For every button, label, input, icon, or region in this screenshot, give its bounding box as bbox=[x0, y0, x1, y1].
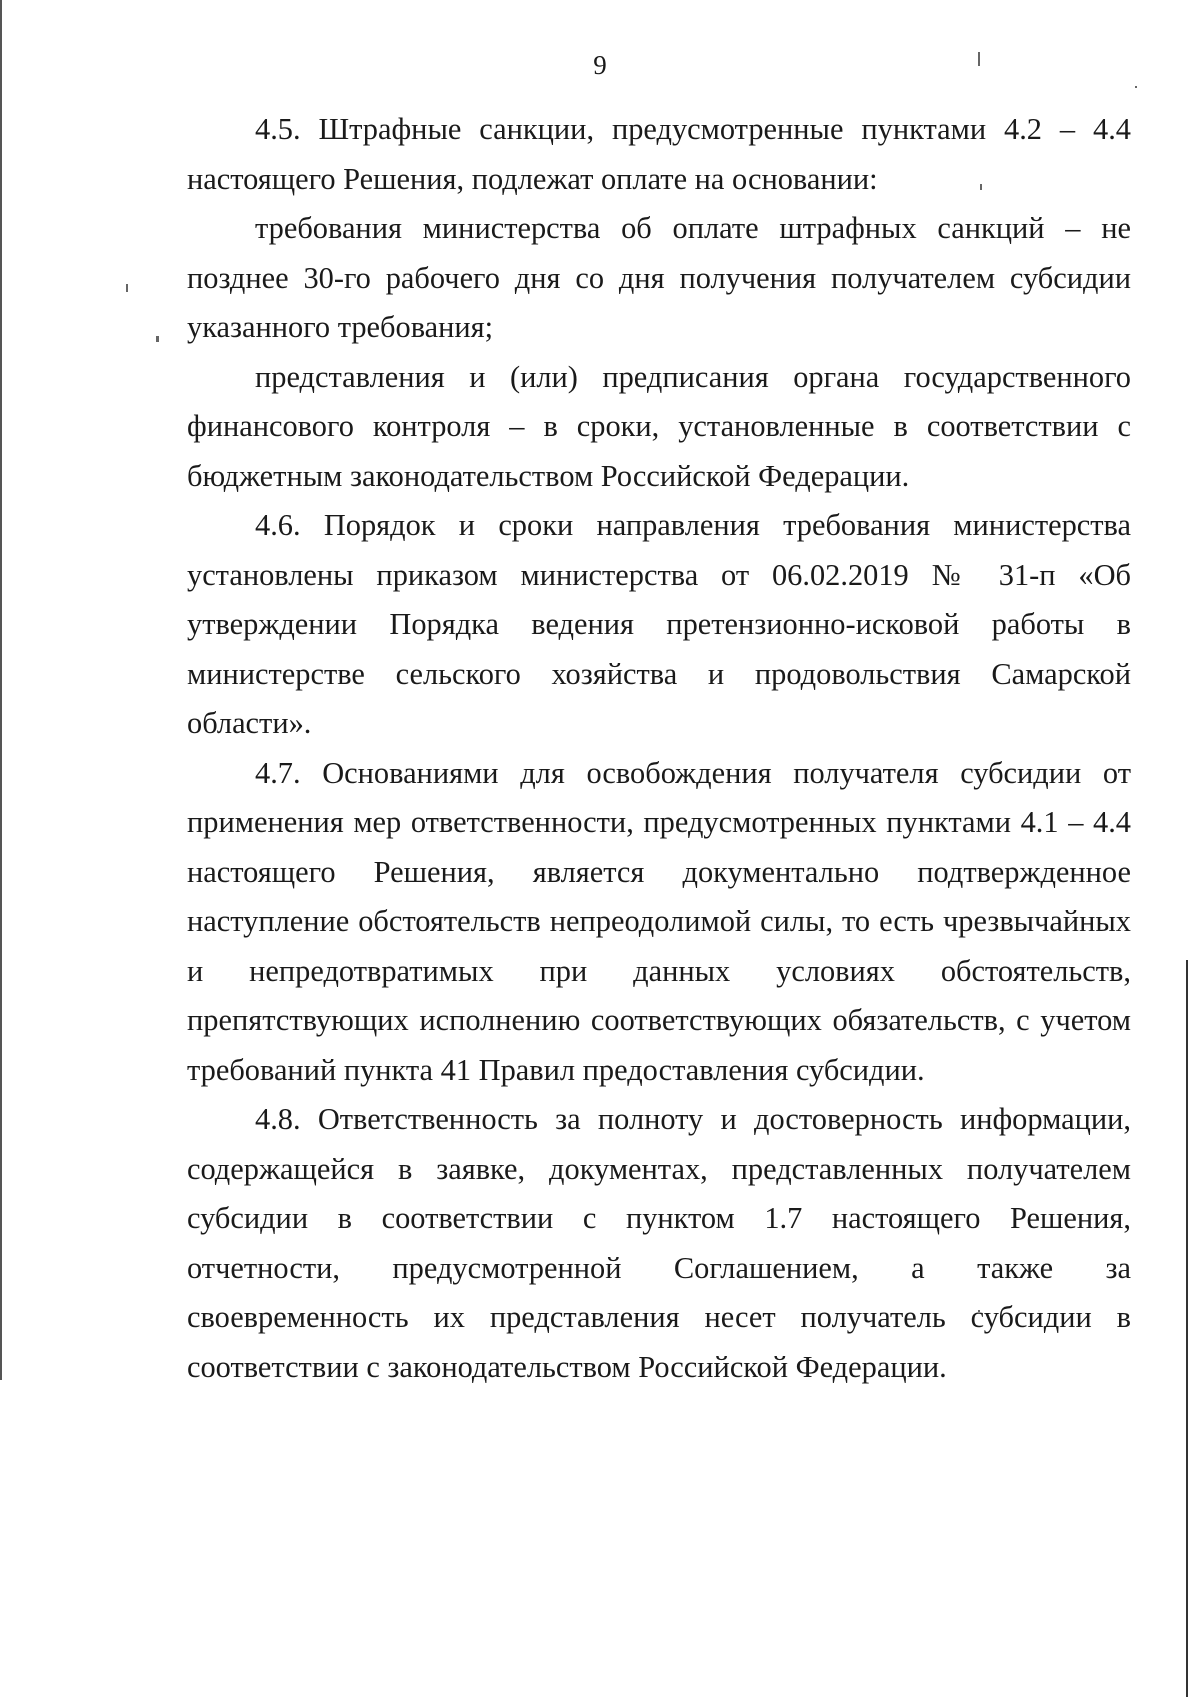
paragraph-4-6: 4.6. Порядок и сроки направления требования министерства установлены приказом министерства от 06.02.2019 № 31-п «Об утверждении Порядка ведения претензионно-исковой работы в министерстве сельского хозяйства и продовольствия Самарской области». bbox=[187, 508, 1131, 740]
paragraph-4-7: 4.7. Основаниями для освобождения получателя субсидии от применения мер ответственности, предусмотренных пунктами 4.1 – 4.4 настоящего Решения, является документально подтвержденное наступление обстоятельств непреодолимой силы, то есть чрезвычайных и непредотвратимых при данных условиях обстоятельств, препятствующих исполнению соответствующих обязательств, с учетом требований пункта 41 Правил предоставления субсидии. bbox=[187, 755, 1131, 1087]
page-number: 9 bbox=[593, 50, 607, 80]
paragraph-4-5-item-1: требования министерства об оплате штрафных санкций – не позднее 30-го рабочего дня со дня получения получателем субсидии указанного требования; bbox=[187, 211, 1131, 344]
scan-speck bbox=[156, 336, 159, 342]
scan-edge-left bbox=[0, 0, 2, 1380]
scan-edge-right bbox=[1186, 960, 1188, 1697]
paragraph-4-8: 4.8. Ответственность за полноту и достоверность информации, содержащейся в заявке, документах, представленных получателем субсидии в соответствии с пунктом 1.7 настоящего Решения, отчетности, предусмотренной Соглашением, а также за своевременность их представления несет получатель субсидии в соответствии с законодательством Российской Федерации. bbox=[187, 1102, 1131, 1384]
document-body bbox=[187, 105, 1131, 1392]
paragraph-4-5: 4.5. Штрафные санкции, предусмотренные пунктами 4.2 – 4.4 настоящего Решения, подлежат оплате на основании: bbox=[187, 112, 1131, 196]
scan-speck bbox=[1135, 86, 1137, 88]
scan-speck bbox=[126, 284, 128, 292]
paragraph-4-5-item-2: представления и (или) предписания органа государственного финансового контроля – в сроки, установленные в соответствии с бюджетным законодательством Российской Федерации. bbox=[187, 359, 1131, 493]
